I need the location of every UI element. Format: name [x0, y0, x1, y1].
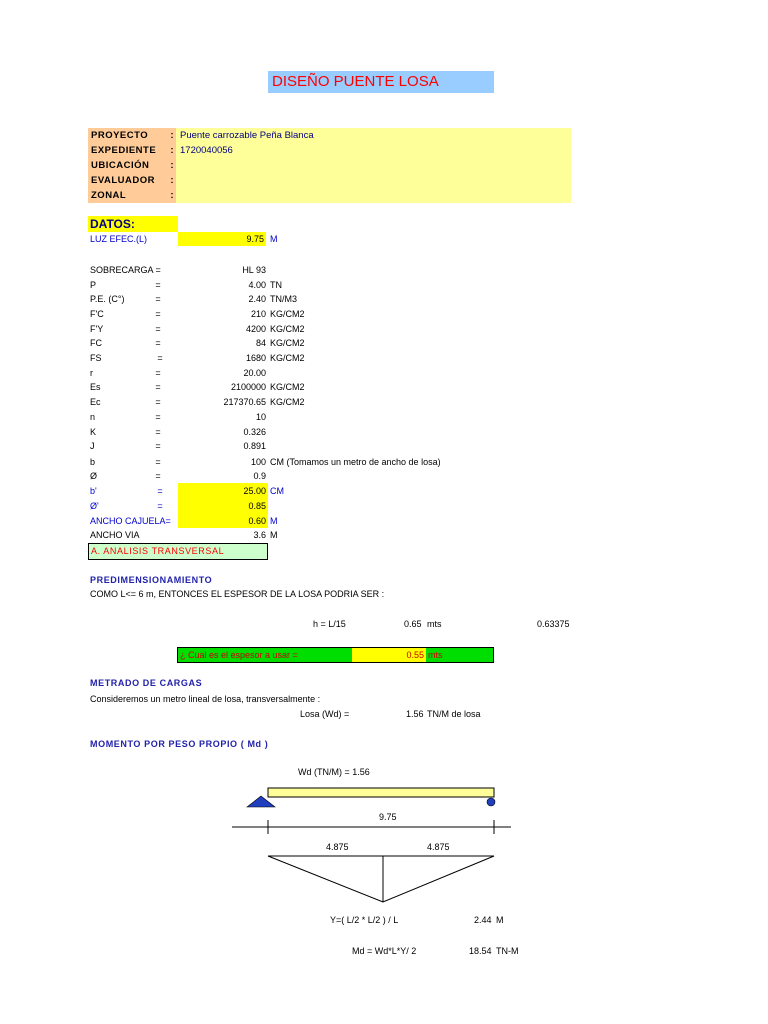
- momento-heading: MOMENTO POR PESO PROPIO ( Md ): [90, 739, 269, 749]
- header-label-ubicacion: UBICACIÓN :: [88, 158, 176, 173]
- param-value[interactable]: 2.40: [248, 294, 266, 304]
- param-label: FS: [90, 353, 102, 363]
- param-label-phi-prime: Ø': [90, 501, 99, 511]
- ancho-via-value[interactable]: 3.6: [253, 530, 266, 540]
- param-value[interactable]: 100: [250, 457, 266, 467]
- param-label: J: [90, 441, 95, 451]
- param-label: FC: [90, 338, 102, 348]
- y-value: 2.44: [474, 915, 492, 925]
- page-title: DISEÑO PUENTE LOSA: [268, 71, 494, 93]
- param-label: P.E. (C°): [90, 294, 125, 304]
- param-equals: =: [155, 457, 161, 467]
- distributed-load-bar: [268, 788, 494, 797]
- param-equals: =: [155, 397, 161, 407]
- param-label: Ø: [90, 471, 98, 481]
- param-value-ancho-cajuela[interactable]: 0.60: [248, 516, 266, 526]
- roller-support-icon: [487, 798, 495, 806]
- espesor-question: ¿ Cual es el espesor a usar =: [180, 650, 298, 660]
- wd-label: Wd (TN/M) = 1.56: [298, 767, 370, 777]
- header-label-zonal: ZONAL :: [88, 188, 176, 203]
- param-unit: CM (Tomamos un metro de ancho de losa): [270, 457, 441, 467]
- y-formula: Y=( L/2 * L/2 ) / L: [330, 915, 399, 925]
- h-formula: h = L/15: [313, 619, 346, 629]
- param-value[interactable]: 0.326: [243, 427, 266, 437]
- param-label: r: [90, 368, 93, 378]
- param-unit: KG/CM2: [270, 324, 305, 334]
- h-unit: mts: [427, 619, 442, 629]
- ancho-via-unit: M: [270, 530, 278, 540]
- param-unit: KG/CM2: [270, 397, 305, 407]
- param-equals: =: [155, 368, 161, 378]
- param-equals: =: [155, 294, 161, 304]
- param-label: n: [90, 412, 96, 422]
- param-label: Es: [90, 382, 101, 392]
- header-value-proyecto[interactable]: Puente carrozable Peña Blanca: [176, 128, 571, 143]
- param-value[interactable]: 4.00: [248, 280, 266, 290]
- espesor-answer-input[interactable]: 0.55: [406, 650, 424, 660]
- param-equals: =: [155, 427, 161, 437]
- analisis-transversal-heading: A. ANALISIS TRANSVERSAL: [88, 543, 268, 560]
- param-unit: CM: [270, 486, 284, 496]
- luz-value[interactable]: 9.75: [178, 232, 266, 246]
- param-label: SOBRECARGA =: [90, 265, 161, 275]
- md-unit: TN-M: [496, 946, 519, 956]
- param-value[interactable]: 4200: [245, 324, 266, 334]
- param-equals: =: [157, 501, 163, 511]
- param-unit: KG/CM2: [270, 309, 305, 319]
- param-equals: =: [155, 471, 161, 481]
- param-unit: KG/CM2: [270, 382, 305, 392]
- param-equals: =: [157, 486, 163, 496]
- param-unit: TN/M3: [270, 294, 297, 304]
- losa-wd-value: 1.56: [406, 709, 424, 719]
- param-equals: =: [155, 382, 161, 392]
- param-value[interactable]: 0.9: [253, 471, 266, 481]
- param-label: Ec: [90, 397, 101, 407]
- header-label-evaluador: EVALUADOR :: [88, 173, 176, 188]
- param-equals: =: [155, 280, 161, 290]
- param-equals: =: [155, 441, 161, 451]
- md-value: 18.54: [469, 946, 492, 956]
- param-value[interactable]: HL 93: [242, 265, 266, 275]
- param-value[interactable]: 20.00: [243, 368, 266, 378]
- influence-line-triangle: [268, 856, 494, 902]
- param-unit: M: [270, 516, 278, 526]
- md-formula: Md = Wd*L*Y/ 2: [352, 946, 417, 956]
- param-value[interactable]: 10: [255, 412, 266, 422]
- param-label-b-prime: b': [90, 486, 97, 496]
- param-value[interactable]: 1680: [245, 353, 266, 363]
- param-value[interactable]: 84: [255, 338, 266, 348]
- param-equals: =: [155, 309, 161, 319]
- param-label: b: [90, 457, 96, 467]
- span-label: 9.75: [379, 812, 397, 822]
- param-value[interactable]: 0.891: [243, 441, 266, 451]
- predimensionamiento-heading: PREDIMENSIONAMIENTO: [90, 575, 213, 585]
- param-value[interactable]: 2100000: [230, 382, 266, 392]
- predimensionamiento-text: COMO L<= 6 m, ENTONCES EL ESPESOR DE LA LOSA PODRIA SER :: [90, 589, 385, 599]
- param-unit: KG/CM2: [270, 338, 305, 348]
- param-value[interactable]: 210: [250, 309, 266, 319]
- luz-label: LUZ EFEC.(L): [90, 234, 148, 244]
- losa-wd-label: Losa (Wd) =: [300, 709, 350, 719]
- half-span-right: 4.875: [427, 842, 450, 852]
- metrado-text: Consideremos un metro lineal de losa, transversalmente :: [90, 694, 321, 704]
- param-value-phi-prime[interactable]: 0.85: [248, 501, 266, 511]
- param-label: F'Y: [90, 324, 104, 334]
- metrado-heading: METRADO DE CARGAS: [90, 678, 203, 688]
- header-value-expediente[interactable]: 1720040056: [176, 143, 571, 158]
- y-unit: M: [496, 915, 504, 925]
- header-label-proyecto: PROYECTO :: [88, 128, 176, 143]
- param-value[interactable]: 217370.65: [223, 397, 266, 407]
- luz-unit: M: [270, 234, 278, 244]
- param-equals: =: [155, 412, 161, 422]
- datos-heading: DATOS:: [90, 217, 135, 231]
- param-label-ancho-cajuela: ANCHO CAJUELA=: [90, 516, 171, 526]
- param-equals: =: [155, 324, 161, 334]
- param-label: K: [90, 427, 97, 437]
- param-label: F'C: [90, 309, 104, 319]
- half-span-left: 4.875: [326, 842, 349, 852]
- pin-support-icon: [247, 796, 275, 807]
- ancho-via-label: ANCHO VIA: [90, 530, 140, 540]
- losa-wd-unit: TN/M de losa: [427, 709, 481, 719]
- espesor-answer-unit: mts: [428, 650, 443, 660]
- param-value-b-prime[interactable]: 25.00: [243, 486, 266, 496]
- param-unit: TN: [270, 280, 282, 290]
- h-exact-value: 0.63375: [537, 619, 570, 629]
- param-equals: =: [157, 353, 163, 363]
- param-unit: KG/CM2: [270, 353, 305, 363]
- h-value: 0.65: [404, 619, 422, 629]
- param-label: P: [90, 280, 97, 290]
- header-label-expediente: EXPEDIENTE :: [88, 143, 176, 158]
- param-equals: =: [155, 338, 161, 348]
